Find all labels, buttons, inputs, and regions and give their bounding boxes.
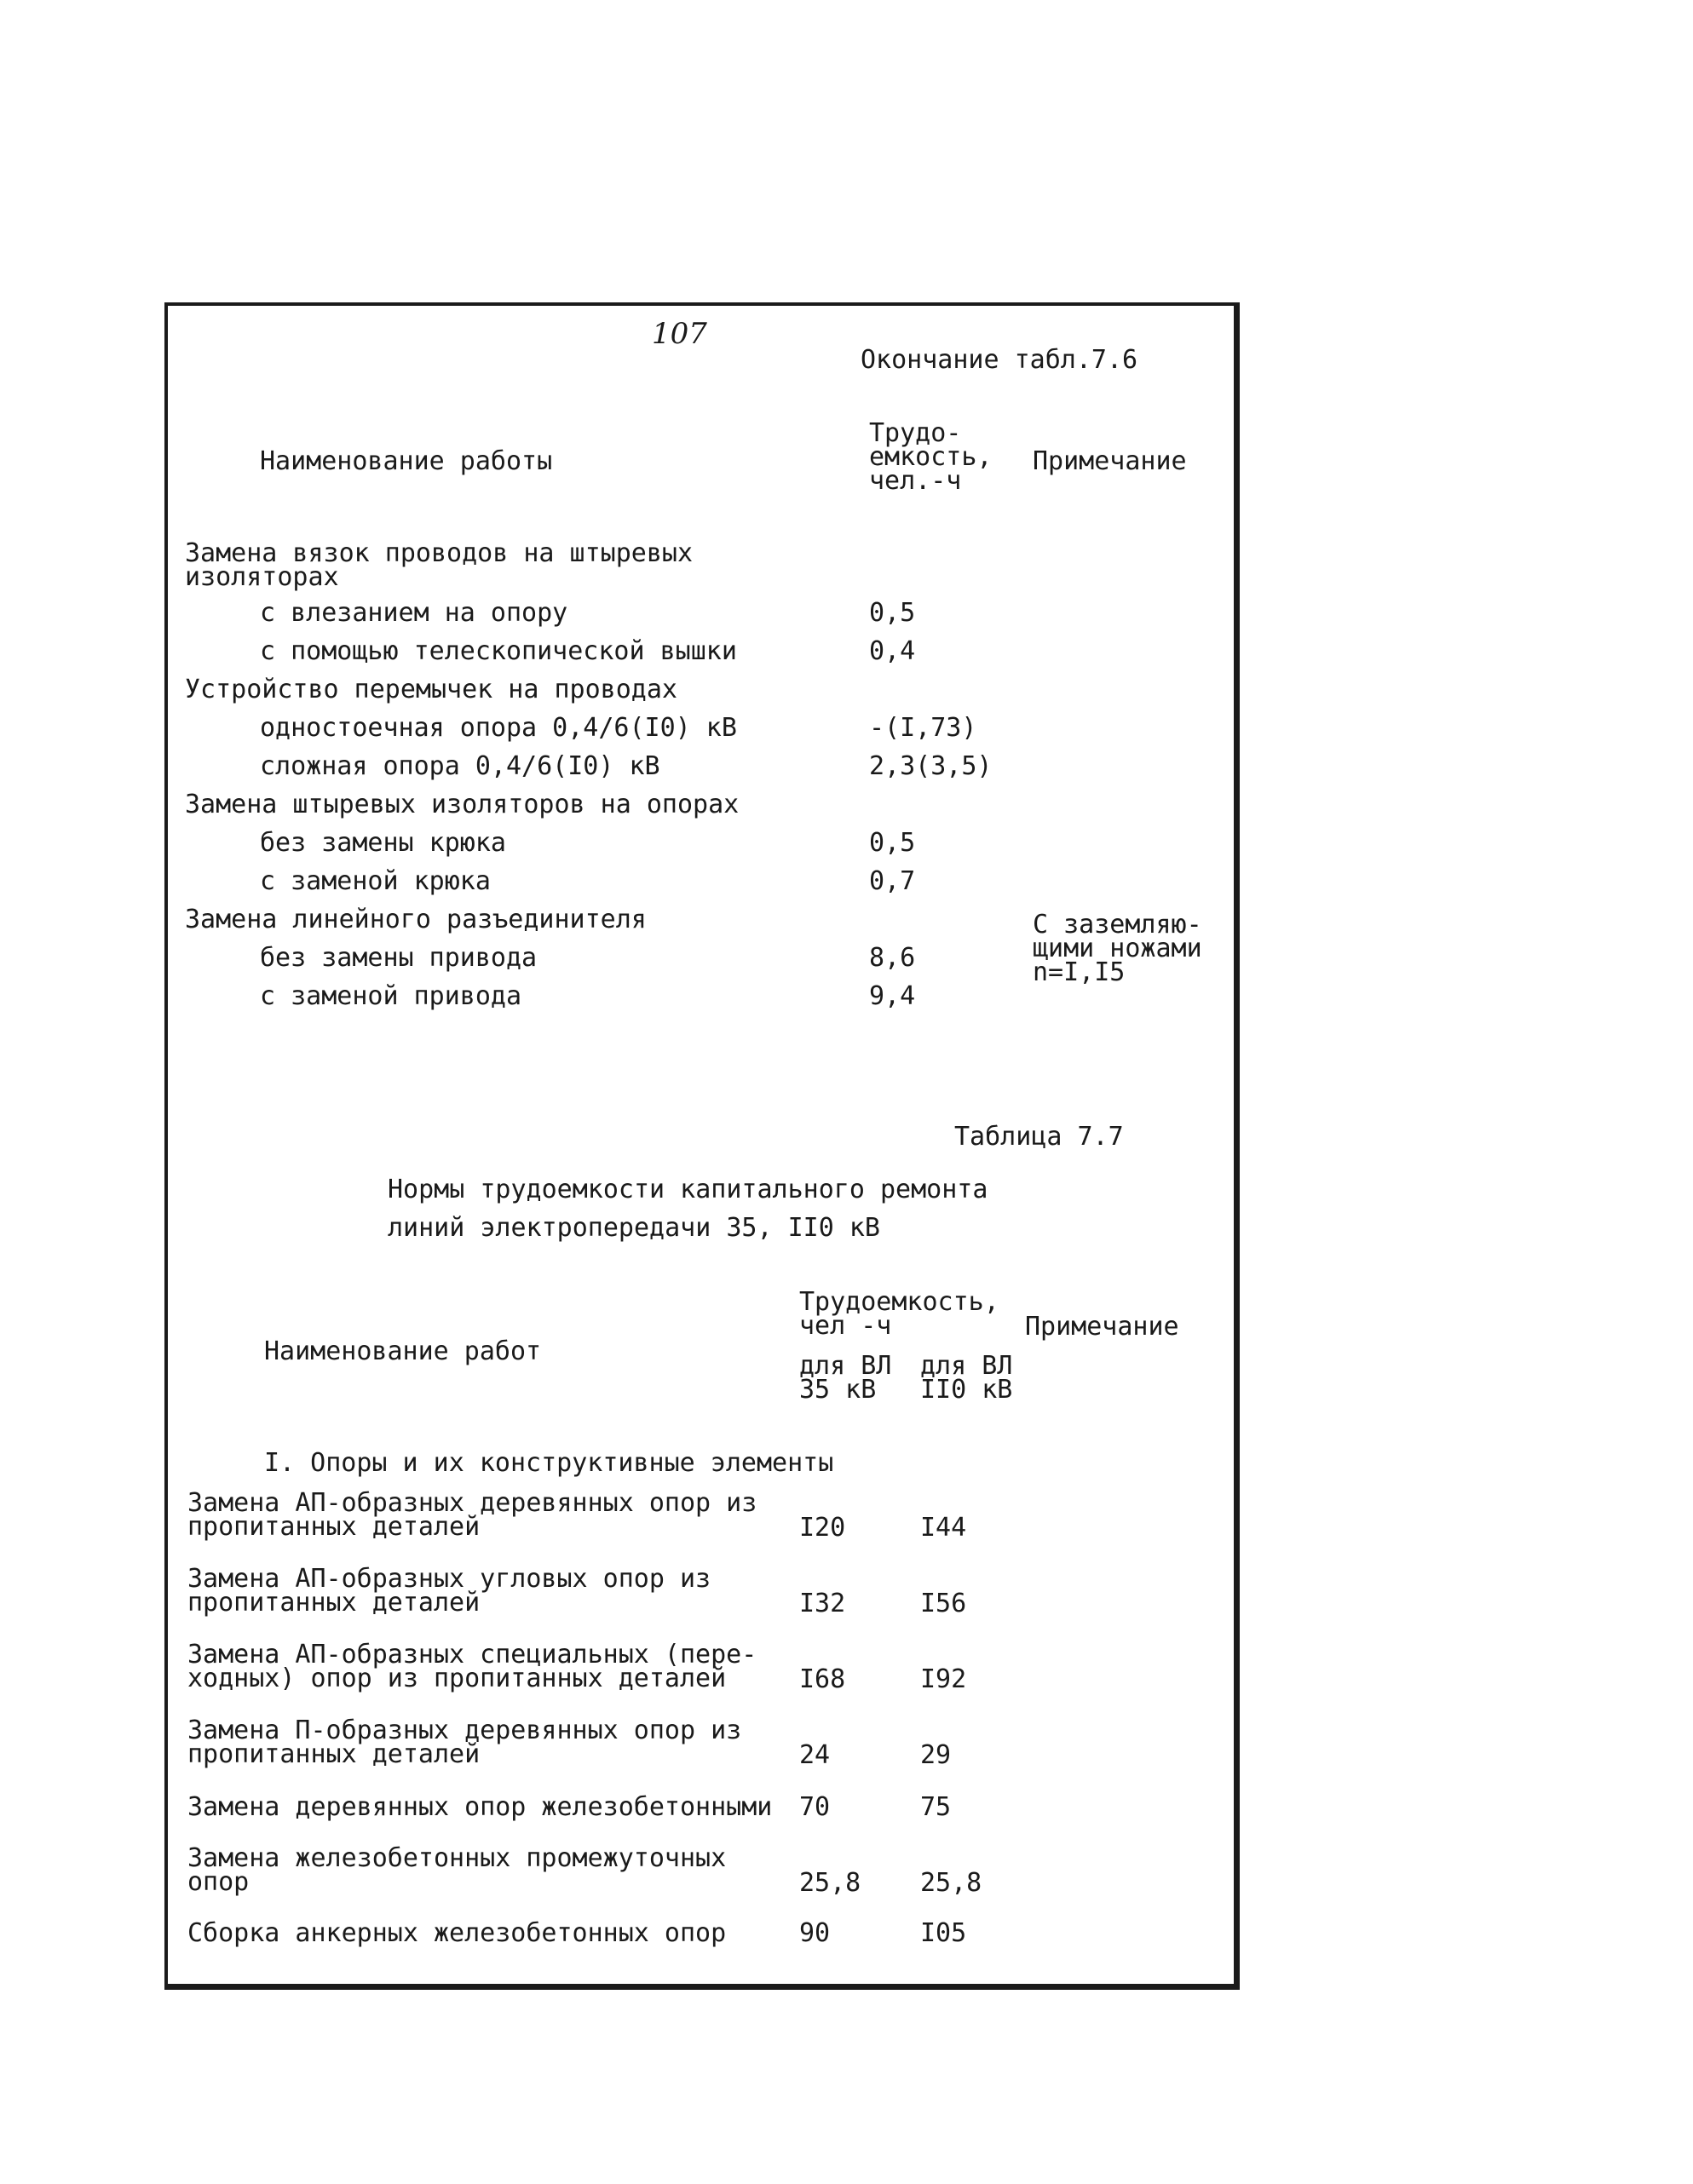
table-77-title-line1: Нормы трудоемкости капитального ремонта	[388, 1175, 988, 1204]
t76-header-labor: Трудо- емкость, чел.-ч	[869, 418, 993, 496]
t77-row-6-v110: 25,8	[920, 1868, 982, 1898]
t76-row-4-name: Устройство перемычек на проводах	[185, 675, 677, 704]
t76-row-12-value: 9,4	[869, 981, 916, 1011]
page-number: 107	[652, 317, 707, 351]
t77-row-1-v35: I20	[799, 1513, 846, 1543]
t76-row-2-value: 0,5	[869, 598, 916, 628]
table-77-title-line2: линий электропередачи 35, II0 кВ	[388, 1213, 880, 1243]
t77-row-4-v110: 29	[920, 1740, 952, 1770]
t77-header-name: Наименование работ	[264, 1336, 542, 1366]
t76-row-6-value: 2,3(3,5)	[869, 751, 993, 781]
t77-row-3-v35: I68	[799, 1664, 846, 1694]
t77-row-7-v35: 90	[799, 1918, 831, 1948]
t77-header-col35: для ВЛ 35 кВ	[799, 1351, 892, 1405]
t77-row-2-v110: I56	[920, 1589, 967, 1618]
t76-row-7-name: Замена штыревых изоляторов на опорах	[185, 790, 740, 819]
t77-row-2-name: Замена АП-образных угловых опор из пропитанных деталей	[187, 1564, 711, 1618]
t77-header-labor: Трудоемкость, чел -ч	[799, 1287, 999, 1341]
t76-row-8-name: без замены крюка	[260, 828, 506, 858]
t76-row-6-name: сложная опора 0,4/6(I0) кВ	[260, 751, 660, 781]
t77-row-7-v110: I05	[920, 1918, 967, 1948]
t77-row-4-v35: 24	[799, 1740, 831, 1770]
t77-row-7-name: Сборка анкерных железобетонных опор	[187, 1918, 727, 1948]
t76-header-name: Наименование работы	[260, 446, 553, 476]
t76-row-9-name: с заменой крюка	[260, 866, 491, 896]
t76-row-9-value: 0,7	[869, 866, 916, 896]
t77-row-1-v110: I44	[920, 1513, 967, 1543]
t76-row-5-value: -(I,73)	[869, 713, 977, 743]
table-76-caption: Окончание табл.7.6	[861, 345, 1138, 375]
t77-header-col110: для ВЛ II0 кВ	[920, 1351, 1013, 1405]
t77-row-1-name: Замена АП-образных деревянных опор из пропитанных деталей	[187, 1488, 757, 1542]
t76-row-11-value: 8,6	[869, 943, 916, 973]
t77-row-6-v35: 25,8	[799, 1868, 861, 1898]
t77-row-4-name: Замена П-образных деревянных опор из пропитанных деталей	[187, 1716, 742, 1769]
t76-row-2-name: с влезанием на опору	[260, 598, 568, 628]
t76-note-disconnector: С заземляю- щими ножами n=I,I5	[1033, 910, 1202, 987]
t77-row-5-v35: 70	[799, 1792, 831, 1822]
t77-row-3-v110: I92	[920, 1664, 967, 1694]
t76-row-1-name: Замена вязок проводов на штыревых изоляторах	[185, 538, 694, 592]
table-77-label: Таблица 7.7	[954, 1122, 1124, 1152]
t77-row-6-name: Замена железобетонных промежуточных опор	[187, 1843, 727, 1897]
t76-row-3-value: 0,4	[869, 636, 916, 666]
t76-row-10-name: Замена линейного разъединителя	[185, 905, 647, 934]
t76-row-5-name: одностоечная опора 0,4/6(I0) кВ	[260, 713, 737, 743]
t76-row-8-value: 0,5	[869, 828, 916, 858]
t77-row-2-v35: I32	[799, 1589, 846, 1618]
t77-row-5-name: Замена деревянных опор железобетонными	[187, 1792, 773, 1822]
t76-row-3-name: с помощью телескопической вышки	[260, 636, 737, 666]
t77-row-5-v110: 75	[920, 1792, 952, 1822]
t77-section-1: I. Опоры и их конструктивные элементы	[264, 1448, 834, 1478]
t76-header-note: Примечание	[1033, 446, 1187, 476]
t76-row-12-name: с заменой привода	[260, 981, 522, 1011]
t77-header-note: Примечание	[1025, 1312, 1179, 1342]
t76-row-11-name: без замены привода	[260, 943, 538, 973]
t77-row-3-name: Замена АП-образных специальных (пере- ходных) опор из пропитанных деталей	[187, 1640, 757, 1693]
